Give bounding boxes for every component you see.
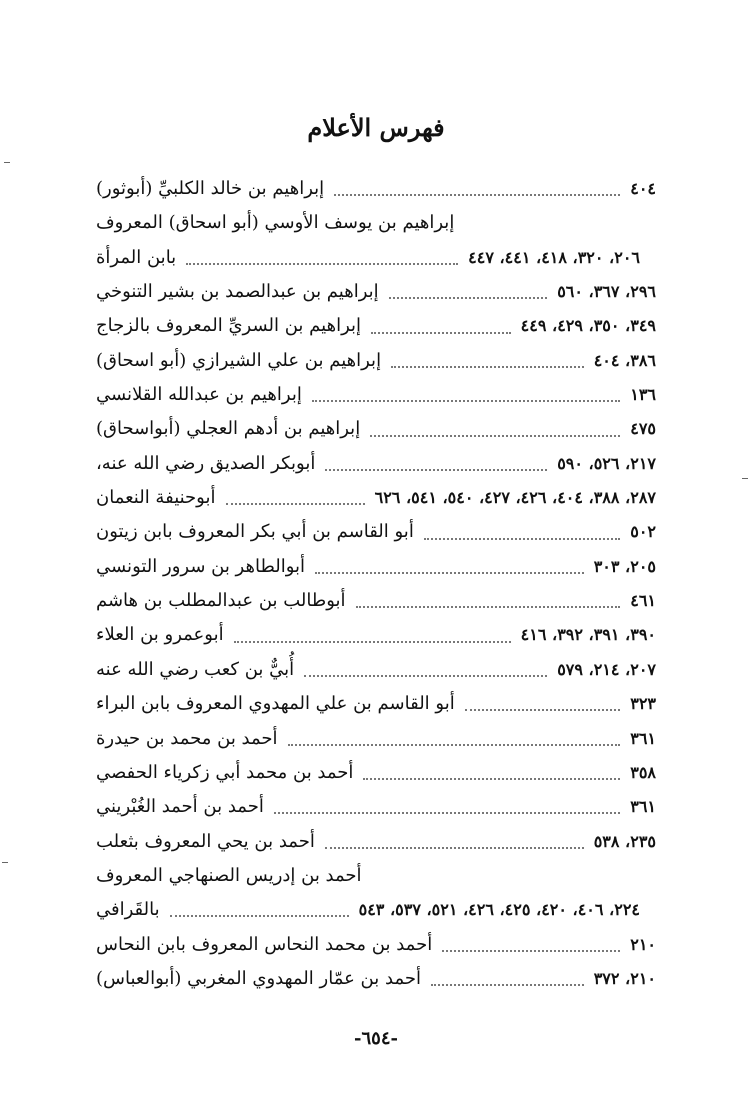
index-entry	[96, 584, 656, 618]
page-number: -٦٥٤-	[354, 1028, 398, 1049]
dot-leader	[363, 778, 620, 780]
index-entry	[96, 481, 656, 515]
entry-name: أحمد بن إدريس الصنهاجي المعروف	[96, 864, 362, 886]
entry-name: بابن المرأة	[96, 246, 177, 268]
entry-pages: ٣٨٦، ٤٠٤	[593, 350, 656, 370]
entry-name: إبراهيم بن عبدالله القلانسي	[96, 384, 302, 406]
entry-name: إبراهيم بن عبدالصمد بن بشير التنوخي	[96, 281, 379, 303]
entry-name: إبراهيم بن علي الشيرازي (أبو اسحاق)	[96, 349, 382, 371]
dot-leader	[424, 538, 620, 540]
dot-leader	[304, 675, 547, 677]
dot-leader	[315, 572, 584, 574]
dot-leader	[356, 606, 621, 608]
entry-pages: ٤٧٥	[630, 419, 656, 439]
dot-leader	[371, 332, 511, 334]
entry-pages: ٢٠٧، ٢١٤، ٥٧٩	[557, 659, 656, 679]
index-entry	[96, 790, 656, 824]
entry-pages: ٣٦١	[630, 728, 656, 748]
entry-name: أبوطالب بن عبدالمطلب بن هاشم	[96, 590, 346, 612]
index-entry	[96, 447, 656, 481]
entry-pages: ٢٠٥، ٣٠٣	[593, 556, 656, 576]
index-entry	[96, 859, 656, 893]
index-entry	[96, 378, 656, 412]
entry-pages: ٢١٧، ٥٢٦، ٥٩٠	[557, 453, 656, 473]
entry-pages: ٤٠٤	[630, 179, 656, 198]
index-entry	[96, 825, 656, 859]
entry-name: أحمد بن محمد أبي زكرياء الحفصي	[96, 761, 354, 783]
index-entry	[96, 653, 656, 687]
dot-leader	[288, 744, 621, 746]
index-entry	[96, 412, 656, 446]
dot-leader	[325, 469, 547, 471]
entry-name: أُبيٌّ بن كعب رضي الله عنه	[96, 658, 295, 680]
dot-leader	[334, 194, 620, 196]
dot-leader	[274, 812, 620, 814]
entry-pages: ٣٩٠، ٣٩١، ٣٩٢، ٤١٦	[520, 625, 656, 645]
index-entry	[96, 687, 656, 721]
index-entry	[96, 172, 656, 206]
index-entry	[96, 515, 656, 549]
entry-name: أحمد بن محمد النحاس المعروف بابن النحاس	[96, 933, 433, 955]
dot-leader	[391, 366, 584, 368]
page-title: فهرس الأعلام	[307, 113, 445, 142]
entry-pages: ٢٣٥، ٥٣٨	[593, 831, 656, 851]
dot-leader	[431, 984, 584, 986]
entry-name: أبوعمرو بن العلاء	[96, 624, 224, 646]
entry-pages: ٢٨٧، ٣٨٨، ٤٠٤، ٤٢٦، ٤٢٧، ٥٤٠، ٥٤١، ٦٢٦	[374, 488, 656, 508]
dot-leader	[186, 263, 458, 265]
dot-leader	[312, 400, 620, 402]
index-entry	[96, 756, 656, 790]
index-entry	[96, 962, 656, 996]
dot-leader	[325, 847, 584, 849]
entry-name: أبو القاسم بن أبي بكر المعروف بابن زيتون	[96, 521, 414, 543]
entry-name: إبراهيم بن السريِّ المعروف بالزجاج	[96, 315, 362, 337]
index-entry	[96, 344, 656, 378]
entry-pages: ٣٢٣	[630, 694, 656, 714]
index-entry	[96, 550, 656, 584]
entry-name: أحمد بن أحمد الغُبْريني	[96, 796, 264, 818]
entry-pages: ٥٠٢	[630, 522, 656, 542]
index-entry	[96, 928, 656, 962]
entry-name: أبوبكر الصديق رضي الله عنه،	[96, 452, 316, 474]
index-entry	[96, 206, 656, 240]
index-entry	[96, 893, 656, 927]
scan-mark-right	[742, 478, 748, 479]
entry-name: أبوالطاهر بن سرور التونسي	[96, 555, 306, 577]
index-entry	[96, 241, 656, 275]
entry-name: أحمد بن يحي المعروف بثعلب	[96, 830, 315, 852]
entry-pages: ٣٤٩، ٣٥٠، ٤٢٩، ٤٤٩	[520, 316, 656, 336]
index-entry	[96, 275, 656, 309]
entry-pages: ٢١٠، ٣٧٢	[593, 968, 656, 988]
names-index-list	[96, 172, 656, 996]
entry-name: إبراهيم بن خالد الكلبيِّ (أبوثور)	[96, 178, 325, 199]
entry-pages: ٣٦١	[630, 797, 656, 817]
scan-mark-left	[4, 162, 10, 163]
dot-leader	[234, 641, 511, 643]
scan-mark-left	[2, 862, 8, 863]
entry-pages: ٢١٠	[630, 934, 656, 954]
index-entry	[96, 309, 656, 343]
entry-name: إبراهيم بن أدهم العجلي (أبواسحاق)	[96, 418, 361, 440]
dot-leader	[170, 915, 349, 917]
entry-name: إبراهيم بن يوسف الأوسي (أبو اسحاق) المعروف	[96, 212, 455, 234]
entry-name: أبو القاسم بن علي المهدوي المعروف بابن البراء	[96, 693, 455, 715]
entry-pages: ١٣٦	[630, 385, 656, 405]
index-entry	[96, 618, 656, 652]
entry-pages: ٢٠٦، ٣٢٠، ٤١٨، ٤٤١، ٤٤٧	[468, 247, 640, 267]
dot-leader	[442, 950, 620, 952]
index-entry	[96, 722, 656, 756]
entry-name: أحمد بن عمّار المهدوي المغربي (أبوالعباس)	[96, 967, 421, 989]
entry-name: أبوحنيفة النعمان	[96, 487, 216, 509]
dot-leader	[465, 709, 621, 711]
dot-leader	[389, 297, 548, 299]
entry-pages: ٢٢٤، ٤٠٦، ٤٢٠، ٤٢٥، ٤٢٦، ٥٢١، ٥٣٧، ٥٤٣	[358, 900, 640, 920]
entry-pages: ٣٥٨	[630, 762, 656, 782]
entry-name: بالقَرافي	[96, 899, 160, 921]
entry-pages: ٤٦١	[630, 591, 656, 611]
dot-leader	[370, 435, 620, 437]
entry-pages: ٢٩٦، ٣٦٧، ٥٦٠	[557, 282, 656, 302]
entry-name: أحمد بن محمد بن حيدرة	[96, 727, 278, 749]
dot-leader	[226, 503, 365, 505]
